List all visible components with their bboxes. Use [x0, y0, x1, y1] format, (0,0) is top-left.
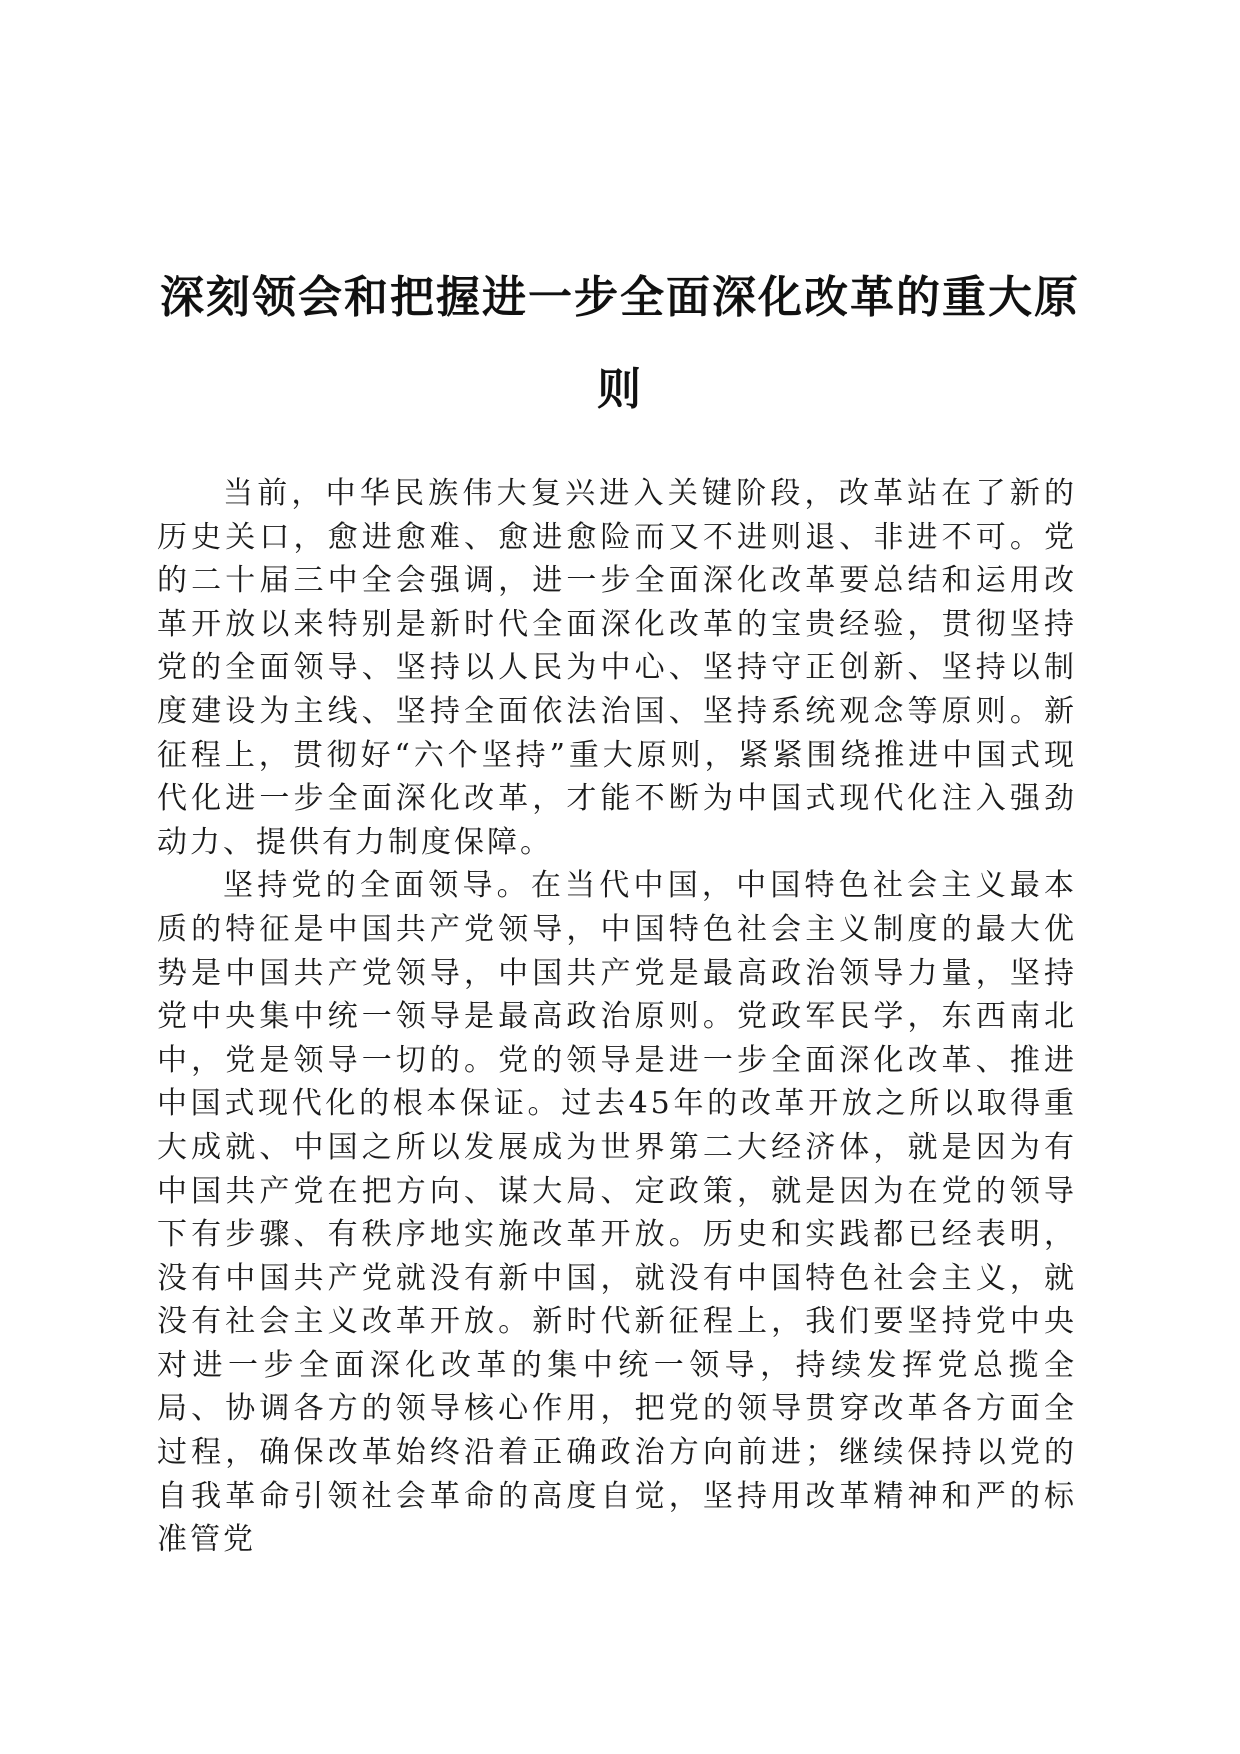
document-title: 深刻领会和把握进一步全面深化改革的重大原则	[160, 272, 1080, 415]
paragraph-intro: 当前，中华民族伟大复兴进入关键阶段，改革站在了新的历史关口，愈进愈难、愈进愈险而又不进则退、非进不可。党的二十届三中全会强调，进一步全面深化改革要总结和运用改革开放以来特别是新时代全面深化改革的宝贵经验，贯彻坚持党的全面领导、坚持以人民为中心、坚持守正创新、坚持以制度建设为主线、坚持全面依法治国、坚持系统观念等原则。新征程上，贯彻好“六个坚持”重大原则，紧紧围绕推进中国式现代化进一步全面深化改革，才能不断为中国式现代化注入强劲动力、提供有力制度保障。	[157, 476, 1077, 860]
paragraph-party-leadership: 坚持党的全面领导。在当代中国，中国特色社会主义最本质的特征是中国共产党领导，中国特色社会主义制度的最大优势是中国共产党领导，中国共产党是最高政治领导力量，坚持党中央集中统一领导是最高政治原则。党政军民学，东西南北中，党是领导一切的。党的领导是进一步全面深化改革、推进中国式现代化的根本保证。过去45年的改革开放之所以取得重大成就、中国之所以发展成为世界第二大经济体，就是因为有中国共产党在把方向、谋大局、定政策，就是因为在党的领导下有步骤、有秩序地实施改革开放。历史和实践都已经表明，没有中国共产党就没有新中国，就没有中国特色社会主义，就没有社会主义改革开放。新时代新征程上，我们要坚持党中央对进一步全面深化改革的集中统一领导，持续发挥党总揽全局、协调各方的领导核心作用，把党的领导贯穿改革各方面全过程，确保改革始终沿着正确政治方向前进；继续保持以党的自我革命引领社会革命的高度自觉，坚持用改革精神和严的标准管党	[157, 868, 1077, 1558]
document-body	[157, 472, 1077, 1562]
